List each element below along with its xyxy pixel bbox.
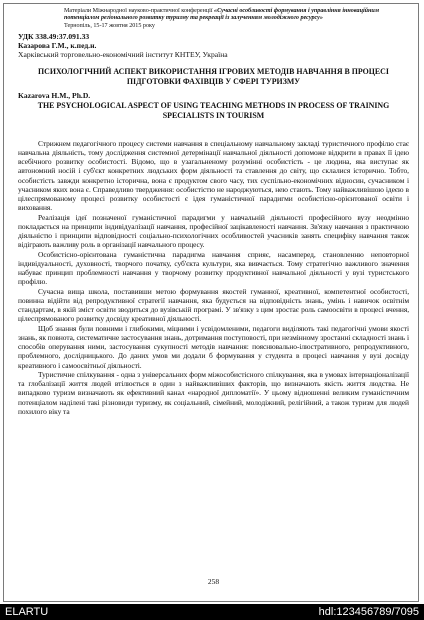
article-body: [18, 139, 409, 417]
paragraph: Сучасна вища школа, поставивши метою формування якостей гуманної, креативної, компетентної особистості, повинна відійти від репродуктивної стратегії навчання, яка будується на відповідність знань, умінь і навичок освітнім стандартам, в якій зміст освіти зводиться до вузівській програмі. У зв'язку з цим зростає роль самоосвіти в процесі вчення, цілеспрямованого розвитку досвіду креативної діяльності.: [18, 286, 409, 324]
paragraph: Стрижнем педагогічного процесу системи навчання в спеціальному навчальному закладі туристичного профілю стає навчальна діяльність, тому дослідження системної детермінації навчальної діяльності допоможе відкрити в правах її ідею всебічного розвитку особистості. Відомо, що в узагальненому розумінні особистість - це людина, яка виступає як автономний носій і суб'єкт конкретних людських форм діяльності та ставлення до світу, що склалися історично. Тобто, особистість завжди конкретно історична, вона є продуктом свого часу, тих суспільно-економічних відносин, сучасником і учасником яких вона є. Справедливо твердження: особистістю не народжуються, нею стають. Тому найважливішою ідеєю в цілеспрямованому процесі розвитку особистості є ідея гуманістичної парадигми особистісно-орієнтованої освіти і виховання.: [18, 138, 409, 213]
title-uk: ПСИХОЛОГІЧНИЙ АСПЕКТ ВИКОРИСТАННЯ ІГРОВИХ МЕТОДІВ НАВЧАННЯ В ПРОЦЕСІ ПІДГОТОВКИ ФАХІВЦІВ У СФЕРІ ТУРИЗМУ: [38, 67, 389, 86]
paragraph: Щоб знання були повними і глибокими, міцними і усвідомленими, педагоги виділяють такі педагогічні умови якості знань, як повнота, систематичне застосування знань, дотримання поступовості, при незмінному зростанні складності знань і способів оперування ними, застосування сукупності методів навчання: пояснювально-ілюстративного, репродуктивного, проблемного, дослідницького. До даних умов ми додали б формування у студента в процесі навчання у вузі досвіду креативного і самоосвітньої діяльності.: [18, 323, 409, 370]
conference-title: «Сучасні особливості формування і управління інноваційним потенціалом регіонального розвитку туризму та рекреації із залученням молодіжного ресурсу»: [64, 8, 379, 22]
author-uk: Казарова Г.М., к.пед.н.: [18, 41, 97, 51]
paragraph: Реалізація ідеї позначеної гуманістичної парадигми у навчальній діяльності професійного вузу неодмінно покладається на принципи індивідуалізації навчання, професійної зацікавленості навчання. Зв'язку навчання з практичною діяльністю і принципи відповідності соціально-психологічних особливостей учасників занять специфіку навчання також відіграють важливу роль в організації навчального процесу.: [18, 212, 409, 250]
author-en: Kazarova H.M., Ph.D.: [18, 91, 91, 101]
document-page: [18, 4, 409, 602]
handle-id: hdl:123456789/7095: [318, 606, 419, 618]
paragraph: Туристичне спілкування - одна з універсальних форм міжособистісного спілкування, яка в умовах інтернаціоналізації та глобалізації життя людей втілюється в один з найважливіших факторів, що визначають якість життя людства. Не випадково туризм визначають як ефективний канал «народної дипломатії». У цьому відношенні великим гуманістичним потенціалом наділені такі різновиди туризму, як соціальний, сімейний, молодіжний, релігійний, а також туризм для людей похилого віку та: [18, 369, 409, 416]
repository-name: ELARTU: [5, 606, 49, 618]
udk-code: УДК 338.49:37.091.33: [18, 32, 90, 42]
footer-bar: [0, 604, 424, 620]
conference-header: [64, 8, 409, 30]
conference-prefix: Матеріали Міжнародної науково-практичної конференції: [64, 8, 213, 14]
title-en: THE PSYCHOLOGICAL ASPECT OF USING TEACHING METHODS IN PROCESS OF TRAINING SPECIALISTS IN TOURISM: [37, 101, 390, 120]
page-number: 258: [207, 577, 220, 586]
document-frame: [3, 3, 419, 602]
conference-place: Тернопіль, 15-17 жовтня 2015 року: [64, 22, 155, 29]
institution: Харківський торговельно-економічний інститут КНТЕУ, Україна: [18, 50, 228, 60]
paragraph: Особистісно-орієнтована гуманістична парадигма навчання сприяє, насамперед, становленню неповторної індивідуальності, духовності, творчого початку, суб'єкта культури, яка вивчається. Тому стратегічно важливого значення набуває принцип проблемності навчання у творчому розвитку продуктивної навчальної діяльності у вузі туристського профілю.: [18, 249, 409, 287]
